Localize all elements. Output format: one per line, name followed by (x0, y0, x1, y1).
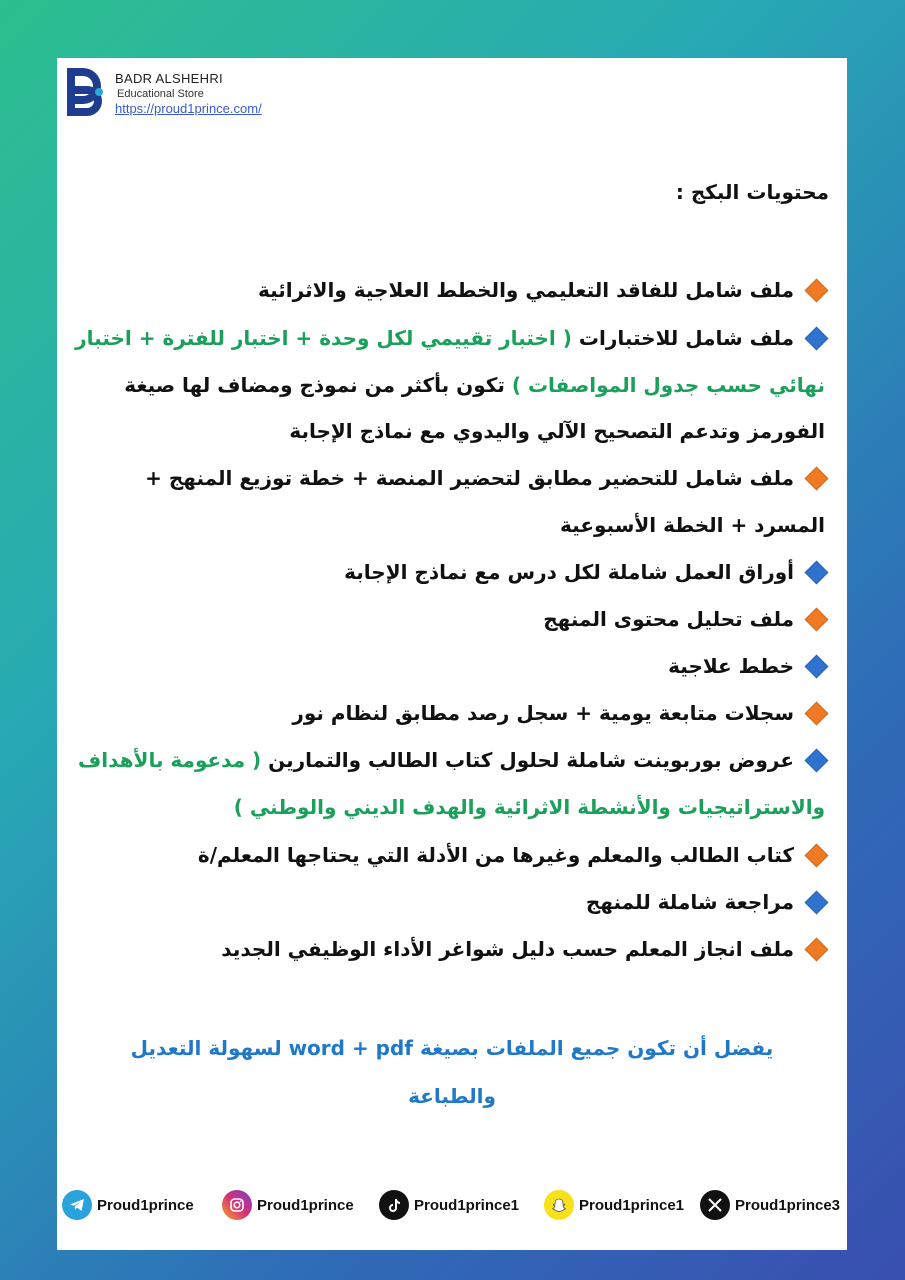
blue-diamond-bullet-icon (804, 560, 828, 584)
social-label: Proud1prince1 (579, 1196, 685, 1214)
social-telegram[interactable] (62, 1190, 194, 1220)
line-text-part: والاستراتيجيات والأنشطة الاثرائية والهدف الديني والوطني ) (233, 795, 825, 819)
orange-diamond-bullet-icon (804, 843, 828, 867)
blue-diamond-bullet-icon (804, 654, 828, 678)
line-text-part: تكون بأكثر من نموذج ومضاف لها صيغة (124, 373, 512, 397)
contents-line (289, 419, 825, 443)
social-label: Proud1prince (97, 1196, 194, 1214)
contents-line (198, 843, 825, 867)
x-icon (700, 1190, 730, 1220)
format-note-line2: والطباعة (408, 1084, 496, 1108)
contents-line (344, 560, 825, 584)
line-text-part: المسرد + الخطة الأسبوعية (560, 513, 825, 537)
line-text (344, 560, 794, 584)
brand-name: BADR ALSHEHRI (115, 71, 223, 86)
blue-diamond-bullet-icon (804, 890, 828, 914)
brand-block (115, 71, 262, 116)
social-label: Proud1prince1 (414, 1196, 520, 1214)
orange-diamond-bullet-icon (804, 701, 828, 725)
line-text-part: ملف شامل للتحضير مطابق لتحضير المنصة + خطة توزيع المنهج + (145, 466, 794, 490)
tiktok-icon (379, 1190, 409, 1220)
orange-diamond-bullet-icon (804, 466, 828, 490)
brand-url-link[interactable]: https://proud1prince.com/ (115, 101, 262, 116)
line-text-part: أوراق العمل شاملة لكل درس مع نماذج الإجابة (344, 560, 794, 584)
line-text (560, 513, 825, 537)
line-text-part: ملف شامل للاختبارات (571, 326, 794, 350)
line-text-part: كتاب الطالب والمعلم وغيرها من الأدلة التي يحتاجها المعلم/ة (197, 843, 794, 867)
contents-line (124, 373, 825, 397)
contents-line (258, 278, 825, 302)
contents-line (292, 701, 825, 725)
contents-line (78, 748, 825, 772)
line-text-part: الفورمز وتدعم التصحيح الآلي واليدوي مع نماذج الإجابة (289, 419, 825, 443)
format-note-line1: يفضل أن تكون جميع الملفات بصيغة word + pdf لسهولة التعديل (130, 1036, 774, 1060)
line-text (586, 890, 794, 914)
contents-line (75, 326, 825, 350)
line-text (145, 466, 794, 490)
social-bar (57, 1190, 847, 1222)
line-text (75, 326, 794, 350)
contents-line (586, 890, 825, 914)
document-page (57, 58, 847, 1250)
line-text (289, 419, 825, 443)
line-text (221, 937, 794, 961)
contents-line (145, 466, 825, 490)
contents-line (221, 937, 825, 961)
line-text-part: ملف تحليل محتوى المنهج (543, 607, 794, 631)
contents-line (560, 513, 825, 537)
line-text (543, 607, 794, 631)
line-text-part: ملف شامل للفاقد التعليمي والخطط العلاجية والاثرائية (257, 278, 794, 302)
orange-diamond-bullet-icon (804, 278, 828, 302)
line-text-part: ( مدعومة بالأهداف (78, 748, 262, 772)
orange-diamond-bullet-icon (804, 607, 828, 631)
social-label: Proud1prince3 (735, 1196, 841, 1214)
contents-line (668, 654, 825, 678)
line-text-part: ملف انجاز المعلم حسب دليل شواغر الأداء الوظيفي الجديد (221, 937, 794, 961)
line-text-part: عروض بوربوينت شاملة لحلول كتاب الطالب والتمارين (261, 748, 794, 772)
social-instagram[interactable] (222, 1190, 354, 1220)
line-text-part: خطط علاجية (668, 654, 794, 678)
orange-diamond-bullet-icon (804, 937, 828, 961)
line-text (78, 748, 794, 772)
line-text-part: مراجعة شاملة للمنهج (585, 890, 794, 914)
line-text-part: ( اختبار تقييمي لكل وحدة + اختبار للفترة + اختبار (75, 326, 572, 350)
line-text (258, 278, 794, 302)
line-text-part: نهائي حسب جدول المواصفات ) (511, 373, 825, 397)
social-x[interactable] (700, 1190, 840, 1220)
brand-subtitle: Educational Store (117, 88, 204, 100)
contents-heading: محتويات البكج : (675, 180, 829, 204)
line-text-part: سجلات متابعة يومية + سجل رصد مطابق لنظام نور (292, 701, 794, 725)
snapchat-icon (544, 1190, 574, 1220)
line-text (668, 654, 794, 678)
social-snapchat[interactable] (544, 1190, 684, 1220)
instagram-icon (222, 1190, 252, 1220)
contents-line (543, 607, 825, 631)
blue-diamond-bullet-icon (804, 748, 828, 772)
line-text (198, 843, 794, 867)
brand-logo-icon (65, 66, 105, 118)
telegram-icon (62, 1190, 92, 1220)
contents-line (234, 795, 825, 819)
social-label: Proud1prince (257, 1196, 354, 1214)
social-tiktok[interactable] (379, 1190, 519, 1220)
line-text (234, 795, 825, 819)
line-text (124, 373, 825, 397)
blue-diamond-bullet-icon (804, 326, 828, 350)
line-text (292, 701, 794, 725)
